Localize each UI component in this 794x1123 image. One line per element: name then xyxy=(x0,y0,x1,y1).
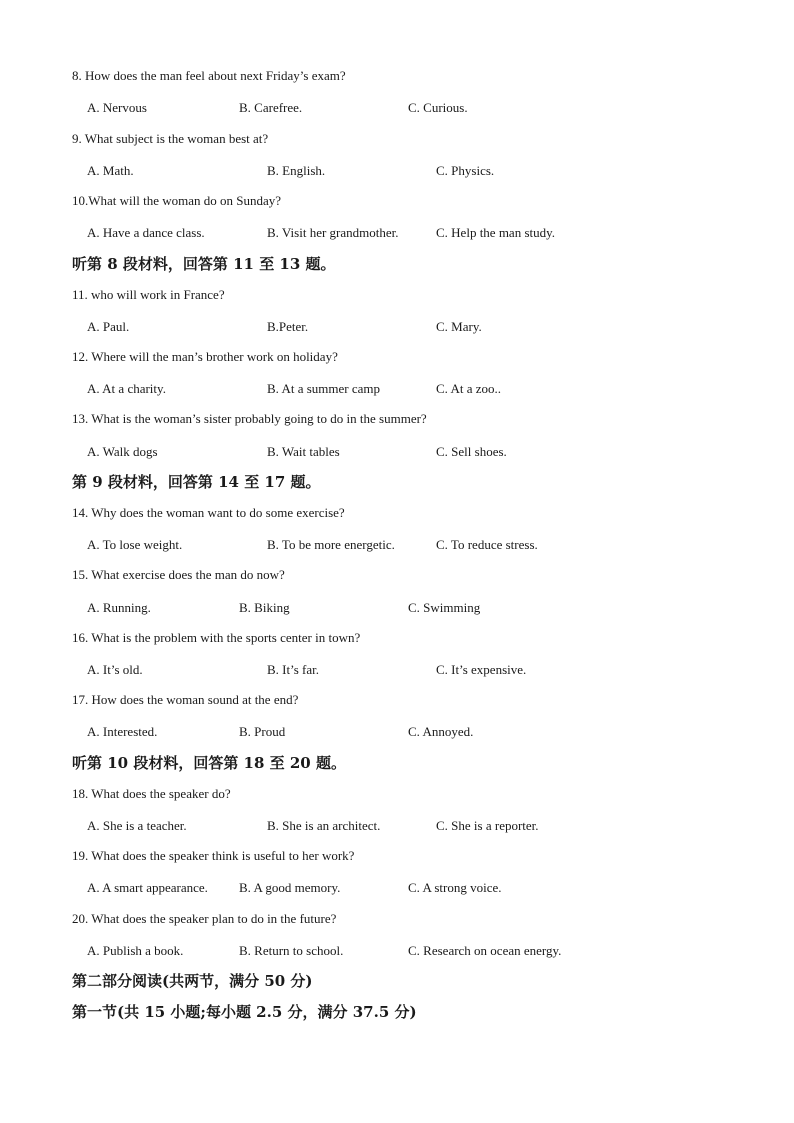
q11-option-c: C. Mary. xyxy=(436,319,482,334)
q13-option-a: A. Walk dogs xyxy=(87,444,158,459)
question-16: 16. What is the problem with the sports center in town? xyxy=(72,630,361,645)
question-20: 20. What does the speaker plan to do in the future? xyxy=(72,911,337,926)
q15-option-b: B. Biking xyxy=(239,600,290,615)
q12-option-c: C. At a zoo.. xyxy=(436,381,501,396)
q13-option-b: B. Wait tables xyxy=(267,444,340,459)
q17-option-a: A. Interested. xyxy=(87,724,158,739)
q18-option-a: A. She is a teacher. xyxy=(87,818,187,833)
question-13: 13. What is the woman’s sister probably going to do in the summer? xyxy=(72,411,427,426)
q16-option-c: C. It’s expensive. xyxy=(436,662,527,677)
part-2-section-1-heading: 第一节(共 15 小题;每小题 2.5 分，满分 37.5 分) xyxy=(72,1003,417,1021)
question-12: 12. Where will the man’s brother work on holiday? xyxy=(72,349,338,364)
q11-option-b: B.Peter. xyxy=(267,319,309,334)
question-9: 9. What subject is the woman best at? xyxy=(72,131,269,146)
q19-option-c: C. A strong voice. xyxy=(408,880,502,895)
q13-option-c: C. Sell shoes. xyxy=(436,444,507,459)
q10-option-c: C. Help the man study. xyxy=(436,225,556,240)
q9-option-b: B. English. xyxy=(267,163,326,178)
q8-option-c: C. Curious. xyxy=(408,100,468,115)
q9-option-a: A. Math. xyxy=(87,163,134,178)
part-2-heading: 第二部分阅读(共两节，满分 50 分) xyxy=(72,972,313,990)
q17-option-b: B. Proud xyxy=(239,724,286,739)
question-8: 8. How does the man feel about next Friday’s exam? xyxy=(72,68,346,83)
question-10: 10.What will the woman do on Sunday? xyxy=(72,193,282,208)
q9-option-c: C. Physics. xyxy=(436,163,495,178)
q16-option-b: B. It’s far. xyxy=(267,662,319,677)
q19-option-b: B. A good memory. xyxy=(239,880,341,895)
q20-option-a: A. Publish a book. xyxy=(87,943,184,958)
q20-option-b: B. Return to school. xyxy=(239,943,344,958)
q15-option-c: C. Swimming xyxy=(408,600,481,615)
q8-option-b: B. Carefree. xyxy=(239,100,303,115)
q10-option-b: B. Visit her grandmother. xyxy=(267,225,399,240)
q20-option-c: C. Research on ocean energy. xyxy=(408,943,562,958)
question-11: 11. who will work in France? xyxy=(72,287,225,302)
q19-option-a: A. A smart appearance. xyxy=(87,880,208,895)
section-9-heading: 第 9 段材料，回答第 14 至 17 题。 xyxy=(72,473,321,491)
q14-option-a: A. To lose weight. xyxy=(87,537,183,552)
q11-option-a: A. Paul. xyxy=(87,319,130,334)
q14-option-b: B. To be more energetic. xyxy=(267,537,395,552)
q18-option-c: C. She is a reporter. xyxy=(436,818,539,833)
q18-option-b: B. She is an architect. xyxy=(267,818,381,833)
question-19: 19. What does the speaker think is useful to her work? xyxy=(72,848,355,863)
q12-option-b: B. At a summer camp xyxy=(267,381,381,396)
question-17: 17. How does the woman sound at the end? xyxy=(72,692,299,707)
q14-option-c: C. To reduce stress. xyxy=(436,537,538,552)
question-14: 14. Why does the woman want to do some exercise? xyxy=(72,505,345,520)
q12-option-a: A. At a charity. xyxy=(87,381,166,396)
q15-option-a: A. Running. xyxy=(87,600,151,615)
section-8-heading: 听第 8 段材料，回答第 11 至 13 题。 xyxy=(72,255,336,273)
q8-option-a: A. Nervous xyxy=(87,100,147,115)
question-18: 18. What does the speaker do? xyxy=(72,786,231,801)
q17-option-c: C. Annoyed. xyxy=(408,724,474,739)
question-15: 15. What exercise does the man do now? xyxy=(72,567,285,582)
q10-option-a: A. Have a dance class. xyxy=(87,225,205,240)
section-10-heading: 听第 10 段材料，回答第 18 至 20 题。 xyxy=(72,754,346,772)
q16-option-a: A. It’s old. xyxy=(87,662,143,677)
